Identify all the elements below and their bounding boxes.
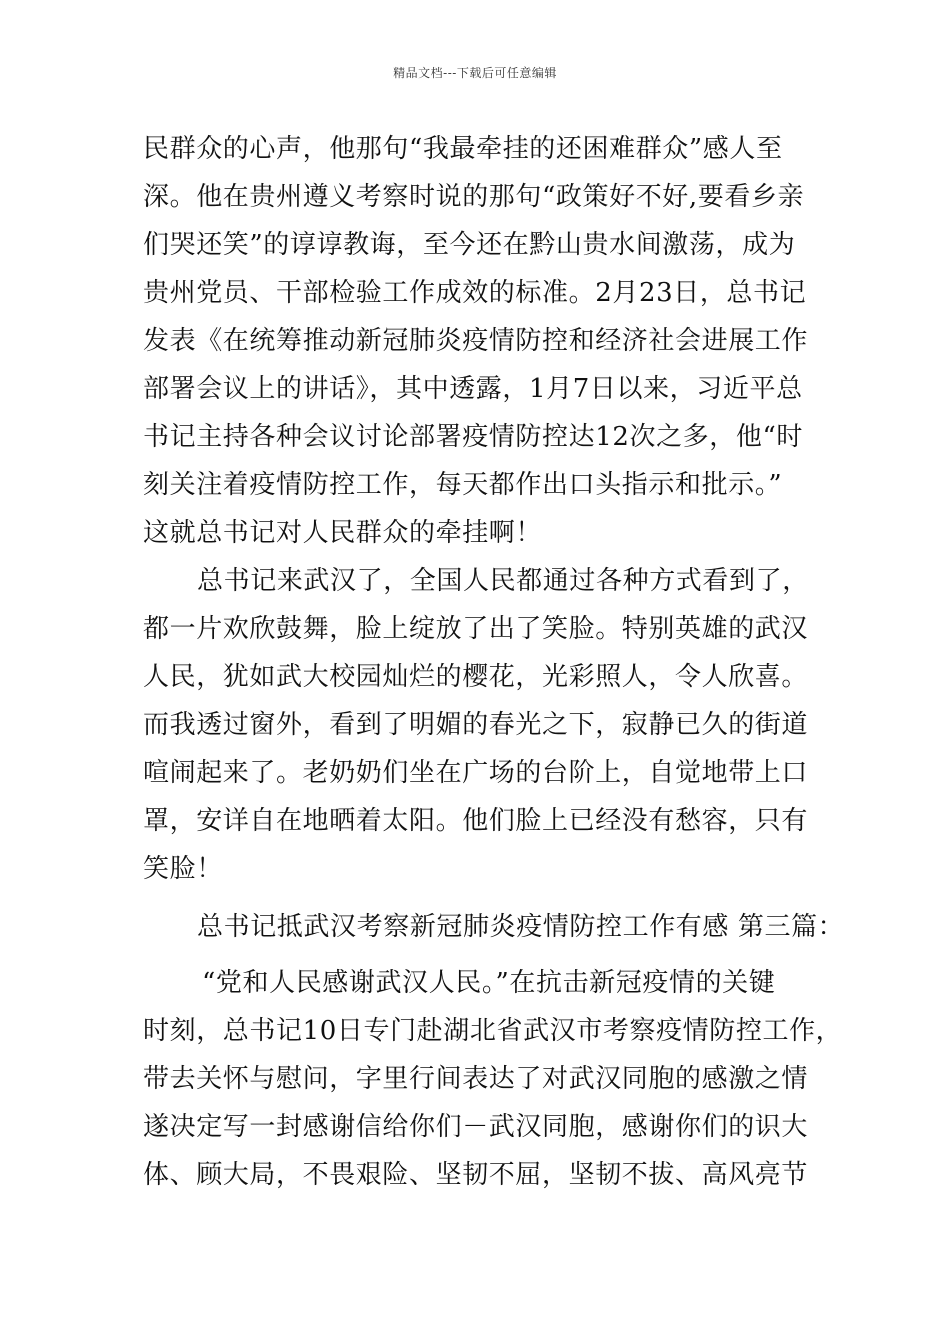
page-header: 精品文档---下载后可任意编辑 bbox=[393, 66, 557, 80]
text-line: 发表《在统筹推动新冠肺炎疫情防控和经济社会进展工作 bbox=[143, 326, 809, 356]
section-heading: 总书记抵武汉考察新冠肺炎疫情防控工作有感 第三篇： bbox=[197, 912, 845, 942]
text-line: 贵州党员、干部检验工作成效的标准。2月23日，总书记 bbox=[143, 278, 807, 308]
text-line: 人民，犹如武大校园灿烂的樱花，光彩照人，令人欣喜。 bbox=[143, 662, 809, 692]
text-line: 这就总书记对人民群众的牵挂啊！ bbox=[143, 518, 543, 548]
text-line: 总书记来武汉了，全国人民都通过各种方式看到了， bbox=[197, 566, 809, 596]
text-line: 刻关注着疫情防控工作，每天都作出口头指示和批示。” bbox=[143, 470, 783, 500]
text-line: 罩，安详自在地晒着太阳。他们脸上已经没有愁容，只有 bbox=[143, 806, 809, 836]
text-line: 笑脸！ bbox=[143, 854, 223, 884]
text-line: 带去关怀与慰问，字里行间表达了对武汉同胞的感激之情 bbox=[143, 1064, 809, 1094]
text-line: 民群众的心声，他那句“我最牵挂的还困难群众”感人至 bbox=[143, 134, 783, 164]
text-line: 们哭还笑”的谆谆教诲，至今还在黔山贵水间激荡，成为 bbox=[143, 230, 796, 260]
text-line: 时刻，总书记10日专门赴湖北省武汉市考察疫情防控工作， bbox=[143, 1016, 843, 1046]
text-line: 遂决定写一封感谢信给你们－武汉同胞，感谢你们的识大 bbox=[143, 1112, 809, 1142]
text-line: “党和人民感谢武汉人民。”在抗击新冠疫情的关键 bbox=[202, 968, 776, 998]
text-line: 深。他在贵州遵义考察时说的那句“政策好不好,要看乡亲 bbox=[143, 182, 805, 212]
text-line: 而我透过窗外，看到了明媚的春光之下，寂静已久的街道 bbox=[143, 710, 809, 740]
text-line: 体、顾大局，不畏艰险、坚韧不屈，坚韧不拔、高风亮节 bbox=[143, 1160, 809, 1190]
text-line: 书记主持各种会议讨论部署疫情防控达12次之多，他“时 bbox=[143, 422, 803, 452]
text-line: 喧闹起来了。老奶奶们坐在广场的台阶上，自觉地带上口 bbox=[143, 758, 809, 788]
text-line: 都一片欢欣鼓舞，脸上绽放了出了笑脸。特别英雄的武汉 bbox=[143, 614, 809, 644]
text-line: 部署会议上的讲话》，其中透露，1月7日以来，习近平总 bbox=[143, 374, 803, 404]
